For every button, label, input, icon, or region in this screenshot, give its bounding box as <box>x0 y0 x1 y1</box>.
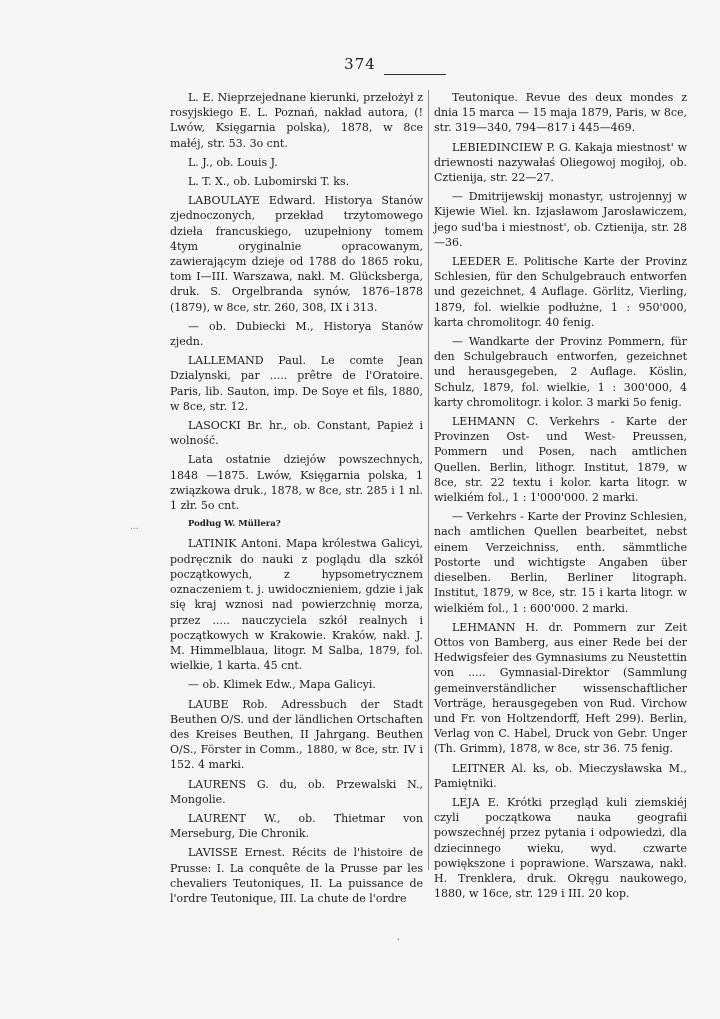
entry-lebiedinciew: LEBIEDINCIEW P. G. Kakaja miestnost' w driewnosti nazywałaś Oliegowoj mogiłoj, ob. Cztienija, str. 22—27. <box>434 140 687 185</box>
entry-latinik: LATINIK Antoni. Mapa królestwa Galicyi, podręcznik do nauki z poglądu dla szkół początkowych, z hypsometrycznem oznaczeniem t. j. uwidocznieniem, gdzie i jak się kraj wznosi nad powierzchnię morza, przez ..... nauczyciela szkół realnych i początkowych w Krakowie. Kraków, nakł. J. M. Himmelblaua, litogr. M Salba, 1879, fol. wielkie, 1 karta. 45 cnt. <box>170 537 423 673</box>
margin-note: ... <box>130 522 139 532</box>
entry-leja: LEJA E. Krótki przegląd kuli ziemskiéj czyli początkowa nauka geografii powszechnéj przez pytania i odpowiedzi, dla dziecinnego wieku, wyd. czwarte powiększone i poprawione. Warszawa, nakł. H. Trenklera, druk. Okręgu naukowego, 1880, w 16ce, str. 129 i III. 20 kop. <box>434 795 687 901</box>
entry-leeder: LEEDER E. Politische Karte der Provinz Schlesien, für den Schulgebrauch entworfen und gezeichnet, 4 Auflage. Görlitz, Vierling, 1879, fol. wielkie podłużne, 1 : 950'000, karta chromolitogr. 40 fenig. <box>434 255 687 329</box>
left-column <box>170 90 423 910</box>
entry-source-note: Podług W. Müllera? <box>188 519 281 530</box>
entry-laurent: LAURENT W., ob. Thietmar von Merseburg, Die Chronik. <box>170 811 423 841</box>
column-divider <box>428 90 429 870</box>
entry-verkehrs-schlesien: — Verkehrs - Karte der Provinz Schlesien, nach amtlichen Quellen bearbeitet, nebst einem Verzeichniss, enth. sämmtliche Postorte und wichtigste Angaben über dieselben. Berlin, Berliner litograph. Institut, 1879, w 8ce, str. 15 i karta litogr. w wielkiém fol., 1 : 600'000. 2 marki. <box>434 510 687 615</box>
entry-laube: LAUBE Rob. Adressbuch der Stadt Beuthen O/S. und der ländlichen Ortschaften des Kreises Beuthen, II Jahrgang. Beuthen O/S., Förster in Comm., 1880, w 8ce, str. IV i 152. 4 marki. <box>170 697 423 772</box>
entry-dubiecki: — ob. Dubiecki M., Historya Stanów zjedn. <box>170 319 423 349</box>
entry-lavisse-cont: Teutonique. Revue des deux mondes z dnia 15 marca — 15 maja 1879, Paris, w 8ce, str. 319—340, 794—817 i 445—469. <box>434 91 687 135</box>
entry-lallemand: LALLEMAND Paul. Le comte Jean Dzialynski, par ..... prêtre de l'Oratoire. Paris, lib. Sauton, imp. De Soye et fils, 1880, w 8ce, str. 12. <box>170 354 423 413</box>
entry-laurens: LAURENS G. du, ob. Przewalski N., Mongolie. <box>170 777 423 806</box>
entry-lj: L. J., ob. Louis J. <box>188 155 278 169</box>
header-rule <box>384 74 446 75</box>
entry-leitner: LEITNER Al. ks, ob. Mieczysławska M., Pamiętniki. <box>434 761 687 790</box>
entry-dmitrijewskij: — Dmitrijewskij monastyr, ustrojennyj w Kijewie Wiel. kn. Izjasławom Jarosławiczem, jego sud'ba i miestnost', ob. Cztienija, str. 28—36. <box>434 190 687 249</box>
page-number: 374 <box>344 55 376 73</box>
right-column <box>434 90 687 905</box>
entry-laboulaye: LABOULAYE Edward. Historya Stanów zjednoczonych, przekład trzytomowego dzieła francuskiego, uzupełniony tomem 4tym oryginalnie opracowanym, zawierającym dzieje od 1788 do 1865 roku, tom I—III. Warszawa, nakł. M. Glücksberga, druk. S. Orgelbranda synów, 1876–1878 (1879), w 8ce, str. 260, 308, IX i 313. <box>170 194 423 314</box>
entry-ltx: L. T. X., ob. Lubomirski T. ks. <box>188 175 350 189</box>
footer-mark: ' <box>397 938 400 948</box>
entry-lata: Lata ostatnie dziejów powszechnych, 1848 —1875. Lwów, Księgarnia polska, 1 związkowa druk., 1878, w 8ce, str. 285 i 1 nl. 1 złr. 5o cnt. <box>170 453 423 513</box>
entry-lavisse: LAVISSE Ernest. Récits de l'histoire de Prusse: I. La conquête de la Prusse par les chevaliers Teutoniques, II. La puissance de l'ordre Teutonique, III. La chute de l'ordre <box>170 846 423 905</box>
entry-le: L. E. Nieprzejednane kierunki, przełożył z rosyjskiego E. L. Poznań, nakład autora, (! Lwów, Księgarnia polska), 1878, w 8ce małéj, str. 53. 3o cnt. <box>170 91 423 150</box>
entry-lehmann-c: LEHMANN C. Verkehrs - Karte der Provinzen Ost- und West- Preussen, Pommern und Posen, nach amtlichen Quellen. Berlin, lithogr. Institut, 1879, w 8ce, str. 22 textu i kolor. karta litogr. w wielkiém fol., 1 : 1'000'000. 2 marki. <box>434 415 687 505</box>
entry-klimek: — ob. Klimek Edw., Mapa Galicyi. <box>188 678 376 692</box>
entry-lasocki: LASOCKI Br. hr., ob. Constant, Papież i wolność. <box>170 419 423 448</box>
entry-lehmann-h: LEHMANN H. dr. Pommern zur Zeit Ottos von Bamberg, aus einer Rede bei der Hedwigsfeier des Gymnasiums zu Neustettin von ..... Gymnasial-Direktor (Sammlung gemeinverständlicher wissenschaftlicher Vorträge, herausgegeben von Rud. Virchow und Fr. von Holtzendorff, Heft 299). Berlin, Verlag von C. Habel, Druck von Gebr. Unger (Th. Grimm), 1878, w 8ce, str 36. 75 fenig. <box>434 620 687 756</box>
entry-wandkarte: — Wandkarte der Provinz Pommern, für den Schulgebrauch entworfen, gezeichnet und herausgegeben, 2 Auflage. Köslin, Schulz, 1879, fol. wielkie, 1 : 300'000, 4 karty chromolitogr. i kolor. 3 marki 5o fenig. <box>434 335 687 409</box>
